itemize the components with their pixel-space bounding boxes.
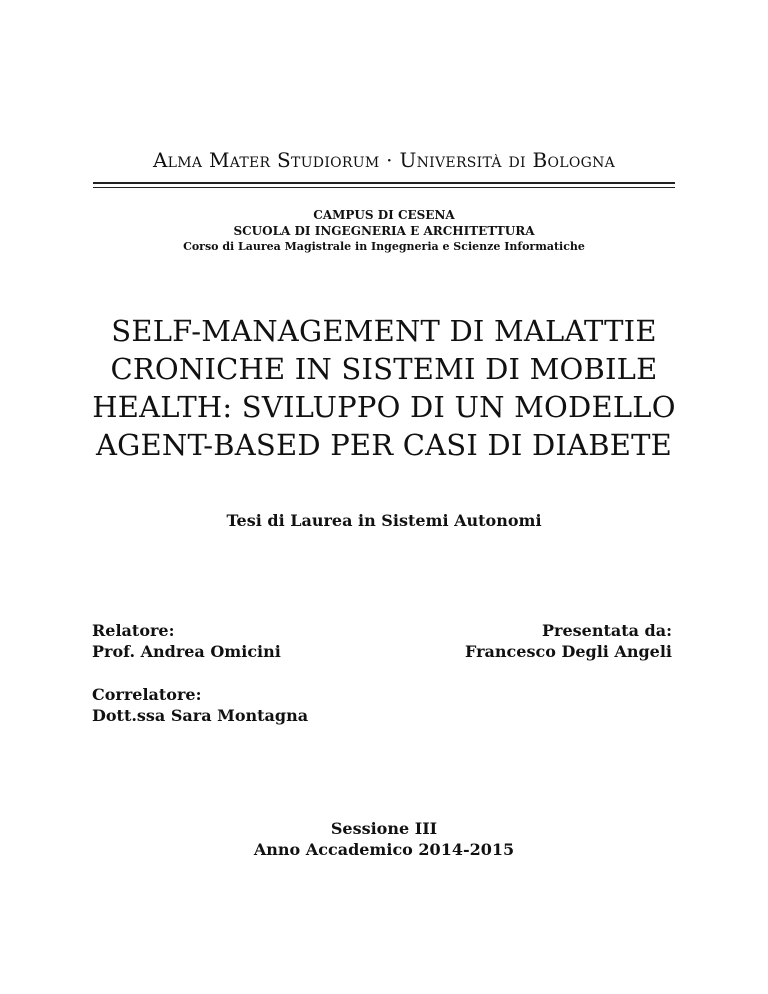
presenter-block	[465, 620, 672, 662]
thesis-title	[40, 312, 728, 464]
course-name: Corso di Laurea Magistrale in Ingegneria e Scienze Informatiche	[183, 240, 585, 253]
thesis-title-line: SELF-MANAGEMENT DI MALATTIE	[111, 314, 657, 348]
supervisor-name: Prof. Andrea Omicini	[92, 642, 281, 661]
cosupervisor-name: Dott.ssa Sara Montagna	[92, 706, 309, 725]
campus-name: CAMPUS DI CESENA	[313, 208, 455, 222]
session-name: Sessione III	[330, 819, 438, 838]
school-name: SCUOLA DI INGEGNERIA E ARCHITETTURA	[233, 224, 535, 238]
campus-block	[0, 207, 768, 255]
presenter-name: Francesco Degli Angeli	[465, 642, 672, 661]
presenter-label: Presentata da:	[541, 621, 672, 640]
session-block	[0, 818, 768, 860]
supervisor-label: Relatore:	[92, 621, 175, 640]
academic-year: Anno Accademico 2014-2015	[253, 840, 515, 859]
cosupervisor-block	[92, 684, 308, 726]
thesis-title-line: AGENT-BASED PER CASI DI DIABETE	[96, 428, 672, 462]
header-rule-thin	[93, 187, 675, 188]
thesis-title-line: CRONICHE IN SISTEMI DI MOBILE	[110, 352, 658, 386]
cosupervisor-label: Correlatore:	[92, 685, 202, 704]
header-rule-thick	[93, 182, 675, 184]
thesis-subject: Tesi di Laurea in Sistemi Autonomi	[226, 511, 542, 530]
supervisor-block	[92, 620, 281, 662]
thesis-title-line: HEALTH: SVILUPPO DI UN MODELLO	[92, 390, 676, 424]
university-name: Alma Mater Studiorum · Università di Bologna	[152, 148, 616, 172]
